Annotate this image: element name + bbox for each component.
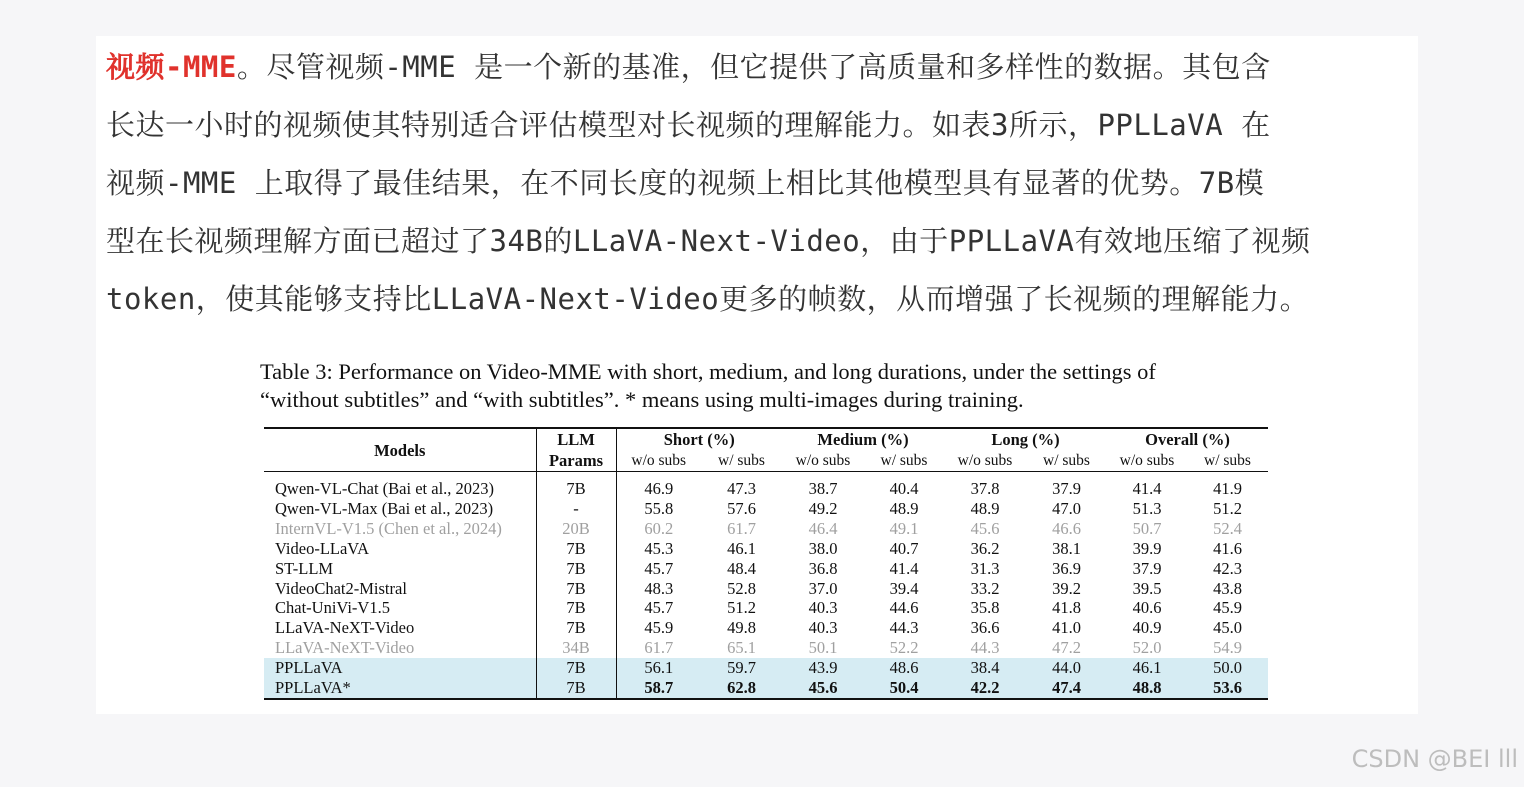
score-cell: 38.1 <box>1052 538 1081 558</box>
model-name-cell: Qwen-VL-Max (Bai et al., 2023) <box>264 499 536 519</box>
score-cell: 49.2 <box>808 498 838 518</box>
score-cell: 44.6 <box>889 598 919 618</box>
table-row <box>264 598 1268 618</box>
score-cell: 50.1 <box>808 638 838 658</box>
score-cell: 41.8 <box>1052 598 1081 618</box>
score-cell: 37.9 <box>1052 479 1081 498</box>
model-name-cell: VideoChat2-Mistral <box>264 579 536 599</box>
params-cell: 7B <box>536 598 616 618</box>
score-cell: 41.4 <box>889 558 919 578</box>
score-cell: 39.9 <box>1132 538 1162 558</box>
score-cell: 35.8 <box>970 598 1000 618</box>
score-cell: 58.7 <box>616 678 701 699</box>
paragraph-line: token，使其能够支持比LLaVA-Next-Video更多的帧数，从而增强了长视频的理解能力。 <box>106 282 1310 316</box>
score-cell: 45.7 <box>644 598 674 618</box>
paragraph-line: 视频-MME。尽管视频-MME 是一个新的基准，但它提供了高质量和多样性的数据。其包含 <box>106 50 1271 84</box>
model-name-cell: LLaVA-NeXT-Video <box>264 618 536 638</box>
score-cell: 60.2 <box>644 518 674 538</box>
table-row <box>264 559 1268 579</box>
score-cell: 49.8 <box>727 618 756 638</box>
score-cell: 57.6 <box>727 498 756 518</box>
score-cell: 45.6 <box>782 678 864 699</box>
score-cell: 42.3 <box>1213 558 1242 578</box>
highlight-term: 视频-MME <box>106 50 237 84</box>
score-cell: 40.9 <box>1132 618 1162 638</box>
score-cell: 43.8 <box>1213 578 1242 598</box>
score-cell: 46.1 <box>727 538 756 558</box>
caption-line: “without subtitles” and “with subtitles”. * means using multi-images during training. <box>260 387 1024 412</box>
score-cell: 40.4 <box>889 479 919 498</box>
score-cell: 65.1 <box>727 638 756 658</box>
caption-line: Table 3: Performance on Video-MME with short, medium, and long durations, under the settings of <box>260 359 1156 384</box>
table-row <box>264 539 1268 559</box>
header-wo-subs: w/o subs <box>631 452 687 469</box>
model-name-cell: InternVL-V1.5 (Chen et al., 2024) <box>264 519 536 539</box>
score-cell: 38.7 <box>808 479 838 498</box>
score-cell: 45.9 <box>1213 598 1242 618</box>
params-cell: 7B <box>536 559 616 579</box>
score-cell: 36.9 <box>1052 558 1081 578</box>
model-name-cell: Chat-UniVi-V1.5 <box>264 598 536 618</box>
header-w-subs: w/ subs <box>880 452 928 469</box>
header-short: Short (%) <box>663 430 735 449</box>
score-cell: 47.0 <box>1052 498 1081 518</box>
score-cell: 40.7 <box>889 538 919 558</box>
table-row <box>264 472 1268 499</box>
score-cell: 38.0 <box>808 538 838 558</box>
score-cell: 56.1 <box>616 658 701 678</box>
paragraph-line: 型在长视频理解方面已超过了34B的LLaVA-Next-Video，由于PPLLaVA有效地压缩了视频 <box>106 224 1311 258</box>
score-cell: 51.2 <box>1213 498 1242 518</box>
score-cell: 40.3 <box>808 618 838 638</box>
table-body <box>264 472 1268 699</box>
header-medium: Medium (%) <box>817 430 909 449</box>
model-name-cell: Video-LLaVA <box>264 539 536 559</box>
params-cell: 7B <box>536 539 616 559</box>
table-row <box>264 519 1268 539</box>
score-cell: 36.8 <box>808 558 838 578</box>
header-wo-subs: w/o subs <box>1119 452 1175 469</box>
score-cell: 48.9 <box>970 498 1000 518</box>
score-cell: 39.2 <box>1052 578 1081 598</box>
score-cell: 50.0 <box>1187 658 1268 678</box>
header-long: Long (%) <box>991 430 1060 449</box>
params-cell: - <box>536 499 616 519</box>
score-cell: 62.8 <box>701 678 782 699</box>
table-caption <box>260 358 1280 414</box>
table-row <box>264 499 1268 519</box>
score-cell: 52.4 <box>1213 518 1242 538</box>
header-wo-subs: w/o subs <box>957 452 1013 469</box>
score-cell: 53.6 <box>1187 678 1268 699</box>
score-cell: 44.3 <box>889 618 919 638</box>
model-name-cell: PPLLaVA* <box>264 678 536 699</box>
score-cell: 45.3 <box>644 538 674 558</box>
score-cell: 45.6 <box>970 518 1000 538</box>
content-card <box>96 36 1418 714</box>
model-name-cell: Qwen-VL-Chat (Bai et al., 2023) <box>264 472 536 499</box>
header-models: Models <box>264 428 536 472</box>
header-llm: LLM <box>536 428 616 450</box>
params-cell: 7B <box>536 618 616 638</box>
score-cell: 47.4 <box>1026 678 1107 699</box>
results-table <box>264 427 1268 700</box>
body-paragraph <box>106 38 1406 328</box>
header-w-subs: w/ subs <box>1043 452 1090 469</box>
paragraph-line: 视频-MME 上取得了最佳结果，在不同长度的视频上相比其他模型具有显著的优势。7B模 <box>106 166 1265 200</box>
score-cell: 41.6 <box>1213 538 1242 558</box>
score-cell: 45.7 <box>644 558 674 578</box>
score-cell: 37.9 <box>1132 558 1162 578</box>
table-row <box>264 618 1268 638</box>
score-cell: 61.7 <box>727 518 756 538</box>
score-cell: 37.8 <box>970 479 1000 498</box>
params-cell: 7B <box>536 472 616 499</box>
score-cell: 52.8 <box>727 578 756 598</box>
paragraph-line: 长达一小时的视频使其特别适合评估模型对长视频的理解能力。如表3所示，PPLLaVA 在 <box>106 108 1271 142</box>
score-cell: 36.2 <box>970 538 1000 558</box>
header-overall: Overall (%) <box>1145 430 1230 449</box>
score-cell: 44.3 <box>970 638 1000 658</box>
score-cell: 37.0 <box>808 578 838 598</box>
score-cell: 48.6 <box>864 658 944 678</box>
score-cell: 51.3 <box>1132 498 1162 518</box>
score-cell: 45.0 <box>1213 618 1242 638</box>
score-cell: 41.0 <box>1052 618 1081 638</box>
score-cell: 33.2 <box>970 578 1000 598</box>
score-cell: 52.0 <box>1132 638 1162 658</box>
score-cell: 51.2 <box>727 598 756 618</box>
header-wo-subs: w/o subs <box>795 452 851 469</box>
score-cell: 54.9 <box>1213 638 1242 658</box>
score-cell: 47.2 <box>1052 638 1081 658</box>
params-cell: 7B <box>536 678 616 699</box>
score-cell: 59.7 <box>701 658 782 678</box>
score-cell: 41.4 <box>1132 479 1162 498</box>
params-cell: 7B <box>536 658 616 678</box>
score-cell: 41.9 <box>1213 479 1242 498</box>
header-w-subs: w/ subs <box>1204 452 1251 469</box>
params-cell: 34B <box>536 638 616 658</box>
header-params: Params <box>536 450 616 472</box>
table-row <box>264 658 1268 678</box>
score-cell: 44.0 <box>1026 658 1107 678</box>
score-cell: 46.4 <box>808 518 838 538</box>
table-row <box>264 678 1268 699</box>
score-cell: 52.2 <box>889 638 919 658</box>
score-cell: 50.4 <box>864 678 944 699</box>
table-row <box>264 638 1268 658</box>
score-cell: 46.1 <box>1107 658 1187 678</box>
score-cell: 55.8 <box>644 498 674 518</box>
score-cell: 61.7 <box>644 638 674 658</box>
score-cell: 31.3 <box>970 558 1000 578</box>
model-name-cell: PPLLaVA <box>264 658 536 678</box>
score-cell: 48.8 <box>1107 678 1187 699</box>
score-cell: 50.7 <box>1132 518 1162 538</box>
score-cell: 38.4 <box>944 658 1026 678</box>
score-cell: 46.6 <box>1052 518 1081 538</box>
params-cell: 20B <box>536 519 616 539</box>
score-cell: 43.9 <box>782 658 864 678</box>
model-name-cell: ST-LLM <box>264 559 536 579</box>
score-cell: 45.9 <box>644 618 674 638</box>
score-cell: 47.3 <box>727 479 756 498</box>
score-cell: 48.3 <box>644 578 674 598</box>
score-cell: 39.5 <box>1132 578 1162 598</box>
score-cell: 40.3 <box>808 598 838 618</box>
score-cell: 46.9 <box>644 479 674 498</box>
model-name-cell: LLaVA-NeXT-Video <box>264 638 536 658</box>
score-cell: 40.6 <box>1132 598 1162 618</box>
score-cell: 39.4 <box>889 578 919 598</box>
score-cell: 36.6 <box>970 618 1000 638</box>
score-cell: 48.4 <box>727 558 756 578</box>
watermark: CSDN @BEI lll <box>1351 745 1518 773</box>
score-cell: 49.1 <box>889 518 919 538</box>
score-cell: 48.9 <box>889 498 919 518</box>
table-row <box>264 579 1268 599</box>
params-cell: 7B <box>536 579 616 599</box>
score-cell: 42.2 <box>944 678 1026 699</box>
header-w-subs: w/ subs <box>718 452 765 469</box>
